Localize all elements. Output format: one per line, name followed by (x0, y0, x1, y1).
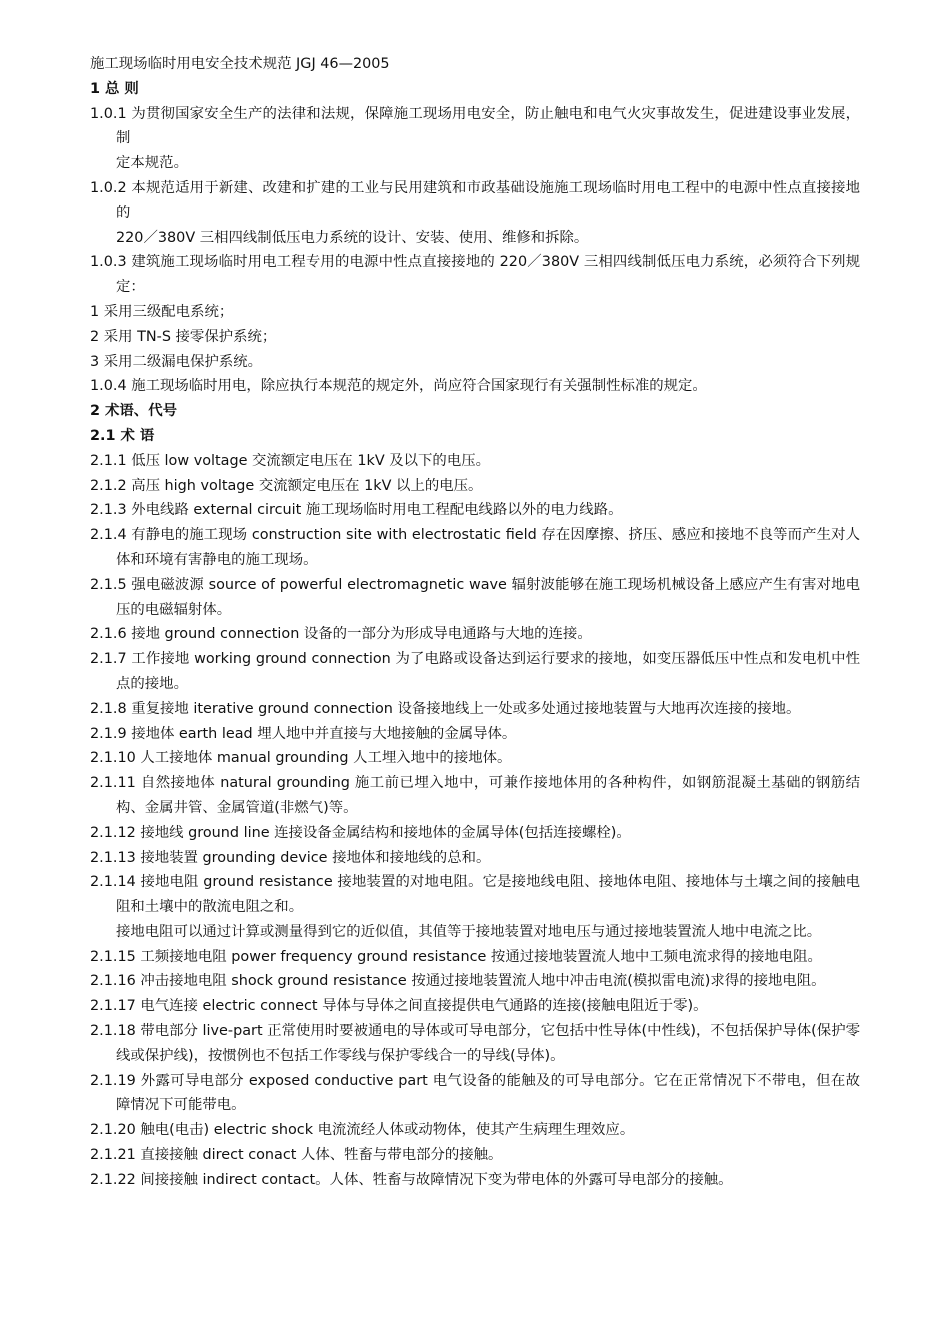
paragraph: 2.1.14 接地电阻 ground resistance 接地装置的对地电阻。它是接地线电阻、接地体电阻、接地体与土壤之间的接触电阻和土壤中的散流电阻之和。 (90, 874, 860, 916)
paragraph: 2.1.18 带电部分 live-part 正常使用时要被通电的导体或可导电部分，它包括中性导体(中性线)，不包括保护导体(保护零线或保护线)，按惯例也不包括工作零线与保护零线合一的导线(导体)。 (90, 1023, 860, 1064)
paragraph: 2.1.17 电气连接 electric connect 导体与导体之间直接提供电气通路的连接(接触电阻近于零)。 (90, 998, 708, 1015)
document-title: 施工现场临时用电安全技术规范 JGJ 46—2005 (90, 56, 390, 72)
paragraph: 2.1.20 触电(电击) electric shock 电流流经人体或动物体，使其产生病理生理效应。 (90, 1122, 635, 1139)
paragraph: 3 采用二级漏电保护系统。 (90, 353, 263, 370)
paragraph: 2.1.22 间接接触 indirect contact。人体、牲畜与故障情况下变为带电体的外露可导电部分的接触。 (90, 1171, 733, 1188)
paragraph: 2.1.4 有静电的施工现场 construction site with electrostatic field 存在因摩擦、挤压、感应和接地不良等而产生对人体和环境有害静电的施工现场。 (90, 527, 860, 568)
paragraph: 2.1.1 低压 low voltage 交流额定电压在 1kV 及以下的电压。 (90, 452, 490, 469)
paragraph: 2.1.19 外露可导电部分 exposed conductive part 电气设备的能触及的可导电部分。它在正常情况下不带电，但在故障情况下可能带电。 (90, 1072, 860, 1114)
paragraph: 2.1.21 直接接触 direct conact 人体、牲畜与带电部分的接触。 (90, 1147, 503, 1164)
paragraph: 220／380V 三相四线制低压电力系统的设计、安装、使用、维修和拆除。 (116, 229, 589, 246)
paragraph: 1.0.1 为贯彻国家安全生产的法律和法规，保障施工现场用电安全，防止触电和电气火灾事故发生，促进建设事业发展，制 (90, 105, 860, 147)
paragraph: 1 采用三级配电系统； (90, 303, 234, 320)
paragraph: 2 采用 TN-S 接零保护系统； (90, 328, 277, 345)
section-heading: 2 术语、代号 (90, 403, 177, 420)
paragraph: 2.1.11 自然接地体 natural grounding 施工前已埋入地中，可兼作接地体用的各种构件，如钢筋混凝土基础的钢筋结构、金属井管、金属管道(非燃气)等。 (90, 775, 860, 816)
paragraph: 2.1.12 接地线 ground line 连接设备金属结构和接地体的金属导体(包括连接螺栓)。 (90, 824, 631, 841)
paragraph: 1.0.2 本规范适用于新建、改建和扩建的工业与民用建筑和市政基础设施施工现场临时用电工程中的电源中性点直接接地的 (90, 179, 860, 221)
paragraph: 2.1.8 重复接地 iterative ground connection 设备接地线上一处或多处通过接地装置与大地再次连接的接地。 (90, 700, 801, 717)
paragraph: 2.1.6 接地 ground connection 设备的一部分为形成导电通路与大地的连接。 (90, 626, 592, 643)
paragraph: 2.1.15 工频接地电阻 power frequency ground resistance 按通过接地装置流人地中工频电流求得的接地电阻。 (90, 948, 822, 965)
paragraph: 2.1.16 冲击接地电阻 shock ground resistance 按通过接地装置流人地中冲击电流(模拟雷电流)求得的接地电阻。 (90, 973, 826, 990)
paragraph: 定本规范。 (116, 155, 188, 172)
paragraph: 2.1.7 工作接地 working ground connection 为了电路或设备达到运行要求的接地，如变压器低压中性点和发电机中性点的接地。 (90, 651, 860, 692)
paragraph: 2.1.13 接地装置 grounding device 接地体和接地线的总和。 (90, 849, 491, 866)
paragraph: 2.1.2 高压 high voltage 交流额定电压在 1kV 以上的电压。 (90, 477, 483, 494)
paragraph: 2.1.3 外电线路 external circuit 施工现场临时用电工程配电线路以外的电力线路。 (90, 502, 623, 519)
paragraph: 接地电阻可以通过计算或测量得到它的近似值，其值等于接地装置对地电压与通过接地装置流人地中电流之比。 (116, 923, 822, 940)
document-page (90, 52, 860, 1193)
paragraph: 2.1.10 人工接地体 manual grounding 人工埋入地中的接地体。 (90, 750, 512, 767)
paragraph: 2.1.5 强电磁波源 source of powerful electromagnetic wave 辐射波能够在施工现场机械设备上感应产生有害对地电压的电磁辐射体。 (90, 576, 860, 618)
document-body (90, 77, 860, 1193)
paragraph: 1.0.3 建筑施工现场临时用电工程专用的电源中性点直接接地的 220／380V 三相四线制低压电力系统，必须符合下列规定： (90, 254, 860, 296)
paragraph: 2.1.9 接地体 earth lead 埋人地中并直接与大地接触的金属导体。 (90, 725, 517, 742)
section-heading: 1 总 则 (90, 80, 139, 97)
section-heading: 2.1 术 语 (90, 427, 155, 444)
paragraph: 1.0.4 施工现场临时用电，除应执行本规范的规定外，尚应符合国家现行有关强制性标准的规定。 (90, 378, 707, 395)
